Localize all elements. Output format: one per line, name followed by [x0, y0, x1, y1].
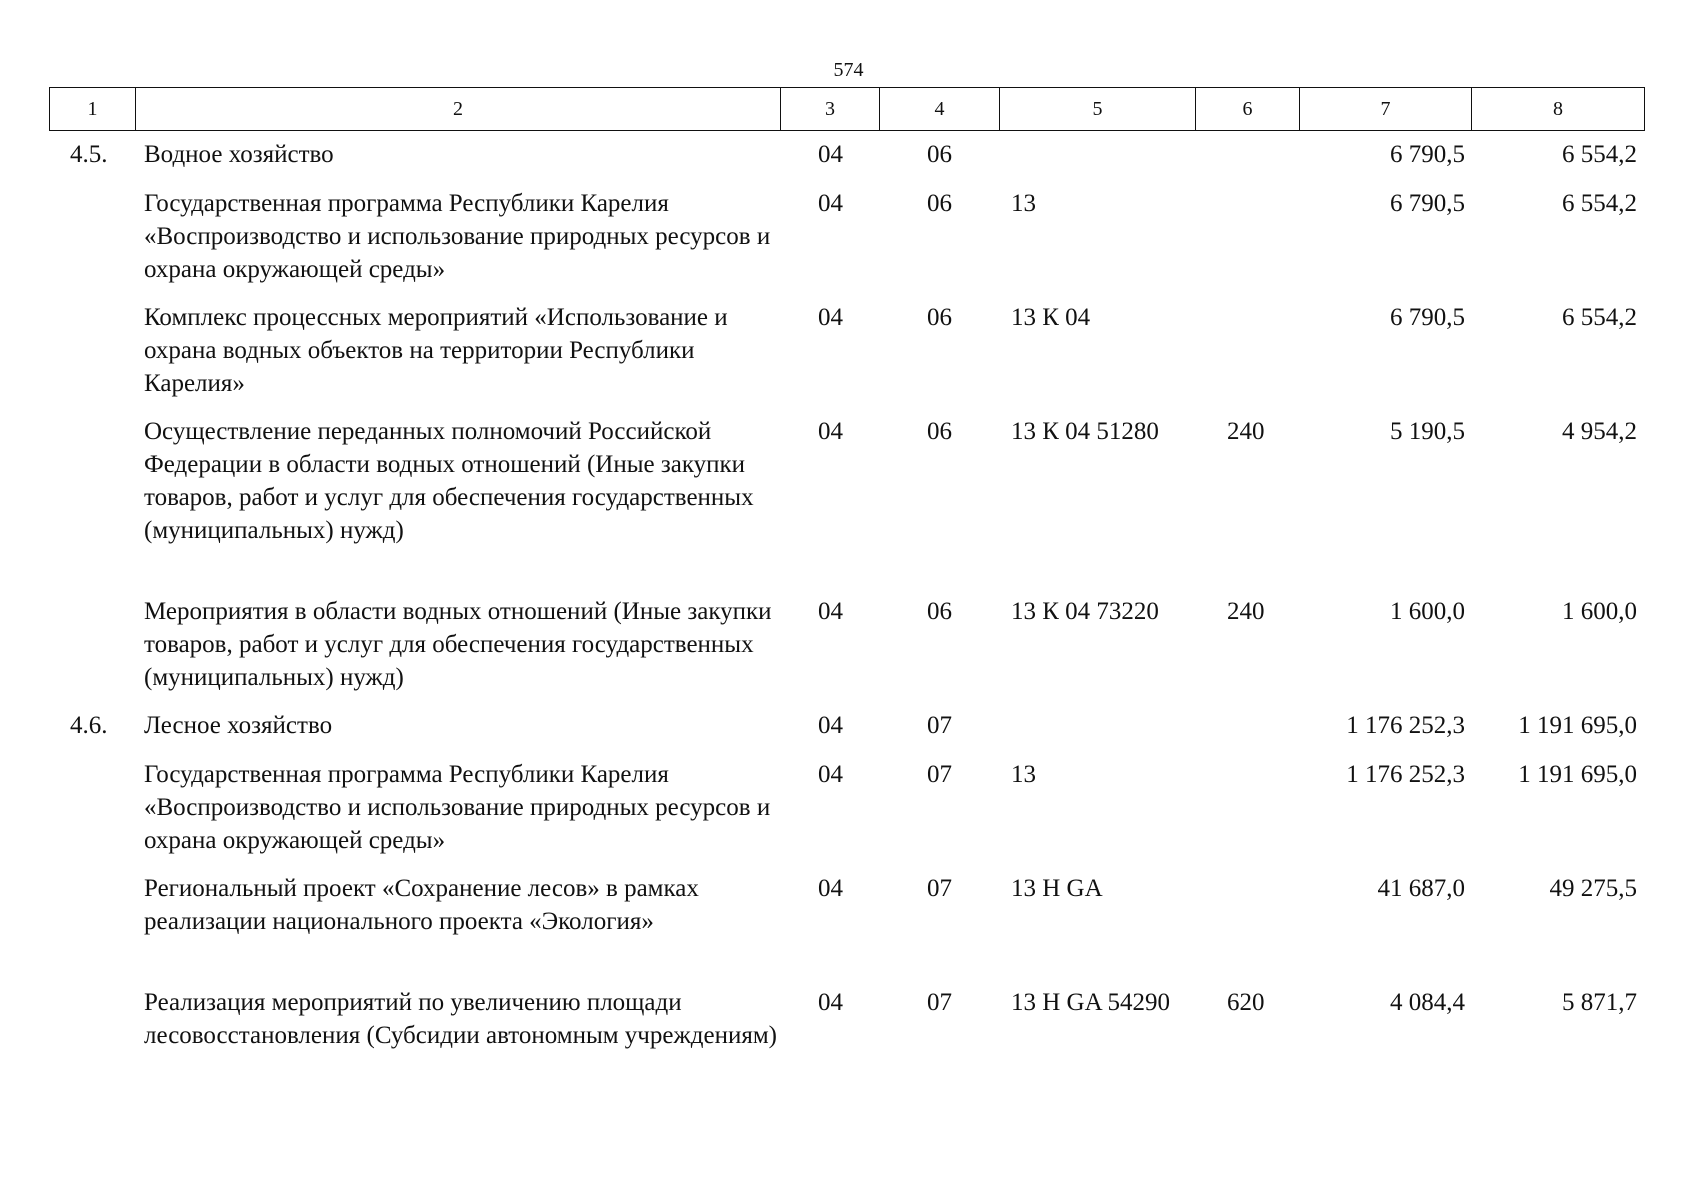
row-name: Лесное хозяйство: [144, 712, 333, 739]
row-target-article: 13 Н GA: [1011, 875, 1103, 902]
column-header-cell: 4: [880, 88, 1000, 131]
row-subsection: 07: [927, 712, 952, 739]
row-amount-col7: 41 687,0: [1377, 875, 1465, 902]
row-name: Реализация мероприятий по увеличению площади лесовосстановления (Субсидии автономным учреждениям): [144, 989, 777, 1049]
column-header-cell: 7: [1300, 88, 1472, 131]
row-target-article: 13: [1011, 761, 1036, 788]
row-name: Водное хозяйство: [144, 141, 334, 168]
row-subsection: 06: [927, 190, 952, 217]
row-name: Региональный проект «Сохранение лесов» в рамках реализации национального проекта «Экология»: [144, 875, 699, 935]
row-number: 4.5.: [70, 141, 108, 168]
row-name: Комплекс процессных мероприятий «Использование и охрана водных объектов на территории Республики Карелия»: [144, 304, 728, 397]
row-number: 4.6.: [70, 712, 108, 739]
row-amount-col7: 5 190,5: [1390, 418, 1465, 445]
row-amount-col7: 6 790,5: [1390, 190, 1465, 217]
row-amount-col8: 1 600,0: [1562, 598, 1637, 625]
row-subsection: 07: [927, 875, 952, 902]
table-row: [49, 138, 1645, 187]
table-row: [49, 595, 1645, 709]
column-header-cell: 5: [1000, 88, 1196, 131]
column-header-cell: 2: [136, 88, 781, 131]
row-amount-col8: 5 871,7: [1562, 989, 1637, 1016]
row-section: 04: [818, 304, 843, 331]
row-section: 04: [818, 190, 843, 217]
row-amount-col8: 6 554,2: [1562, 190, 1637, 217]
budget-table-body: [49, 138, 1645, 1100]
row-subsection: 06: [927, 418, 952, 445]
row-amount-col7: 1 600,0: [1390, 598, 1465, 625]
row-amount-col7: 6 790,5: [1390, 141, 1465, 168]
row-name: Осуществление переданных полномочий Российской Федерации в области водных отношений (Иные закупки товаров, работ и услуг для обеспечения государственных (муниципальных) нужд): [144, 418, 754, 544]
row-section: 04: [818, 761, 843, 788]
row-amount-col8: 6 554,2: [1562, 141, 1637, 168]
row-amount-col7: 1 176 252,3: [1346, 761, 1465, 788]
row-target-article: 13 К 04: [1011, 304, 1091, 331]
row-section: 04: [818, 141, 843, 168]
row-expense-type: 240: [1227, 598, 1265, 625]
row-name: Мероприятия в области водных отношений (Иные закупки товаров, работ и услуг для обеспечения государственных (муниципальных) нужд): [144, 598, 772, 691]
row-section: 04: [818, 989, 843, 1016]
row-target-article: 13 К 04 51280: [1011, 418, 1159, 445]
row-section: 04: [818, 598, 843, 625]
row-target-article: 13 К 04 73220: [1011, 598, 1159, 625]
row-section: 04: [818, 875, 843, 902]
row-target-article: 13 Н GA 54290: [1011, 989, 1171, 1016]
table-row: [49, 301, 1645, 415]
row-amount-col8: 6 554,2: [1562, 304, 1637, 331]
row-target-article: 13: [1011, 190, 1036, 217]
row-subsection: 06: [927, 304, 952, 331]
row-amount-col7: 4 084,4: [1390, 989, 1465, 1016]
table-row: [49, 986, 1645, 1100]
column-header-cell: 3: [781, 88, 880, 131]
row-amount-col8: 49 275,5: [1549, 875, 1637, 902]
row-subsection: 06: [927, 141, 952, 168]
column-number-header: [49, 87, 1645, 131]
row-section: 04: [818, 712, 843, 739]
row-name: Государственная программа Республики Карелия «Воспроизводство и использование природных ресурсов и охрана окружающей среды»: [144, 190, 771, 283]
row-expense-type: 620: [1227, 989, 1265, 1016]
table-row: [49, 758, 1645, 872]
row-expense-type: 240: [1227, 418, 1265, 445]
row-section: 04: [818, 418, 843, 445]
page-number: 574: [833, 59, 864, 81]
row-amount-col8: 1 191 695,0: [1518, 712, 1637, 739]
row-amount-col8: 4 954,2: [1562, 418, 1637, 445]
row-name: Государственная программа Республики Карелия «Воспроизводство и использование природных ресурсов и охрана окружающей среды»: [144, 761, 771, 854]
row-subsection: 07: [927, 761, 952, 788]
row-subsection: 07: [927, 989, 952, 1016]
column-header-cell: 6: [1196, 88, 1300, 131]
row-subsection: 06: [927, 598, 952, 625]
row-amount-col7: 6 790,5: [1390, 304, 1465, 331]
table-row: [49, 709, 1645, 758]
row-amount-col7: 1 176 252,3: [1346, 712, 1465, 739]
table-row: [49, 415, 1645, 595]
row-amount-col8: 1 191 695,0: [1518, 761, 1637, 788]
table-row: [49, 872, 1645, 986]
column-header-cell: 8: [1472, 88, 1645, 131]
table-row: [49, 187, 1645, 301]
column-header-cell: 1: [50, 88, 136, 131]
